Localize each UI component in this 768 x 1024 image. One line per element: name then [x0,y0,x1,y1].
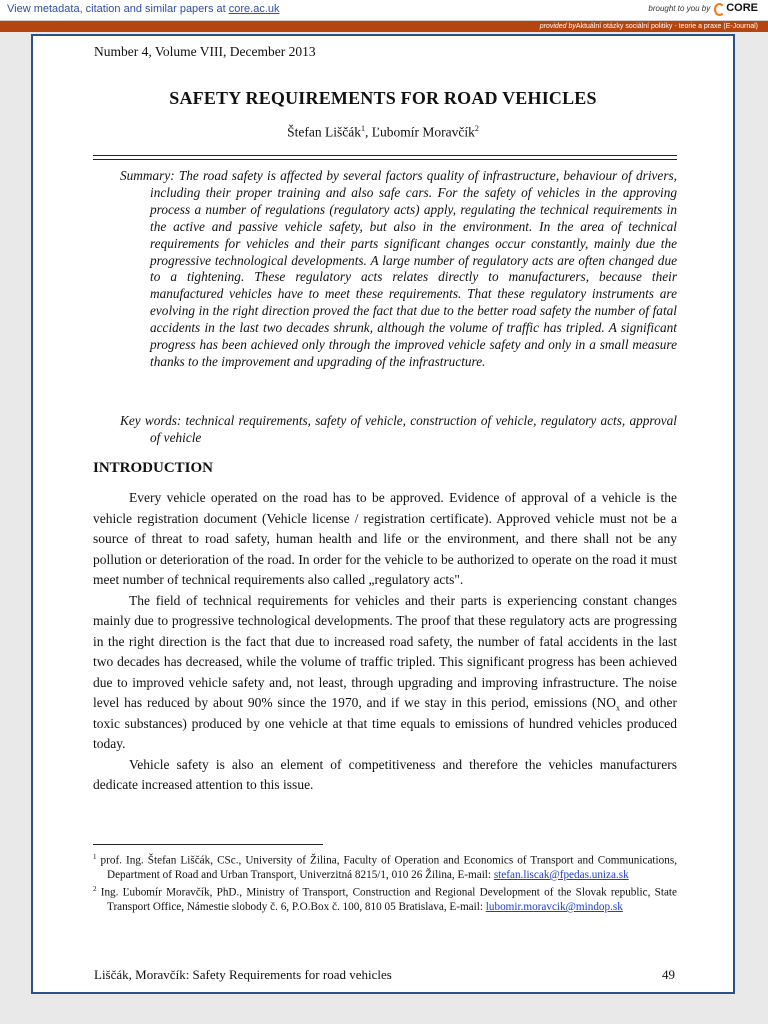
provided-by-prefix: provided by [539,23,576,30]
core-logo-text: CORE [726,2,758,14]
author-1: Štefan Liščák [287,124,361,140]
author-separator: , [365,124,372,140]
brought-to-you-text: brought to you by [648,3,711,13]
paragraph-1: Every vehicle operated on the road has to be approved. Evidence of approval of a vehicle is the vehicle registration document (Vehicle license / registration certificate). Approved vehicle must not be a source of threat to road safety, human health and life or the environment, and there shall not be any pollution or deterioration of the road. In order for the vehicle to be authorized to operate on the road it must meet number of technical requirements also called „regulatory acts". [93,490,677,587]
abstract-text: Summary: The road safety is affected by several factors quality of infrastructure, behaviour of drivers, including their proper training and also safe cars. For the safety of vehicles in the approving process a number of regulations (regulatory acts) apply, regulating the technical requirements in the active and passive vehicle safety, but also in the environment. In the area of technical requirements for vehicles and their parts significant changes occur constantly, mainly due the progressive technological developments. A large number of regulatory acts are often changed due to a tightening. These regulatory acts relates directly to manufacturers, because their manufactured vehicles have to meet these requirements. That these regulatory instruments are evolving in the right direction proved the fact that due to the better road safety the number of fatal accidents in the last two decades shrunk, although the volume of traffic has tripled. A significant progress has been achieved only through the improved vehicle safety and only in a small measure thanks to the improvement and upgrading of the infrastructure. [120,168,677,369]
footnotes [93,850,677,914]
footnote-1: $^1$ prof. Ing. Štefan Liščák, CSc., University of Žilina, Faculty of Operation and Economics of Transport and Communications, Department of Road and Urban Transport, Univerzitná 8215/1, 010 26 Žilina, E-mail: stefan.liscak@fpedas.uniza.sk [93,853,677,881]
paper-title: SAFETY REQUIREMENTS FOR ROAD VEHICLES [169,88,597,108]
section-heading-introduction: INTRODUCTION [93,460,214,476]
author-1-footnote-mark: 1 [361,124,365,133]
paragraph-3: Vehicle safety is also an element of competitiveness and therefore the vehicles manufacturers dedicate increased attention to this issue. [93,756,677,792]
provided-by-source: Aktuální otázky sociální politiky - teorie a praxe (E-Journal) [575,23,758,30]
metadata-text: View metadata, citation and similar papers at [7,3,229,15]
keywords: Key words: technical requirements, safety of vehicle, construction of vehicle, regulatory acts, approval of vehicle [120,413,677,445]
introduction-body [93,488,677,796]
core-logo-icon [713,2,723,14]
metadata-notice [7,3,280,15]
email-link-author-1[interactable]: stefan.liscak@fpedas.uniza.sk [493,868,629,881]
paragraph-2: The field of technical requirements for vehicles and their parts is experiencing constant changes mainly due to progressive technological developments. The proof that these regulatory acts are progressing in the right direction is the fact that due to increased road safety, the number of fatal accidents in the last two decades has decreased, while the volume of traffic tripled. This significant progress has been achieved due to improved vehicle safety and, not least, through upgrading and improving infrastructure. The noise level has reduced by about 90% since the 1970, and if we stay in this period, emissions ($NO_x$ and other toxic substances) produced by one vehicle at that time equals to emissions of hundred vehicles produced today. [93,592,677,751]
footnote-separator [93,844,323,845]
abstract [120,168,677,371]
core-link[interactable]: core.ac.uk [228,3,280,15]
running-footer-title: Liščák, Moravčík: Safety Requirements for road vehicles [94,967,392,982]
provided-by-bar[interactable] [0,21,768,32]
brought-to-you[interactable] [648,2,758,14]
page-number: 49 [662,967,675,982]
authors-line [33,124,733,141]
issue-info: Number 4, Volume VIII, December 2013 [94,44,316,59]
paper-page [31,34,735,994]
title-rule-bottom [93,159,677,160]
author-2: Ľubomír Moravčík [371,124,475,140]
email-link-author-2[interactable]: lubomir.moravcik@mindop.sk [485,901,623,914]
footnote-2: $^2$ Ing. Ľubomír Moravčík, PhD., Ministry of Transport, Construction and Regional Development of the Slovak republic, State Transport Office, Námestie slobody č. 6, P.O.Box č. 100, 810 05 Bratislava, E-mail: lubomir.moravcik@mindop.sk [93,885,677,914]
subscript-x: x [616,703,621,713]
core-banner [0,0,768,21]
title-rule-top [93,155,677,156]
author-2-footnote-mark: 2 [474,124,479,133]
